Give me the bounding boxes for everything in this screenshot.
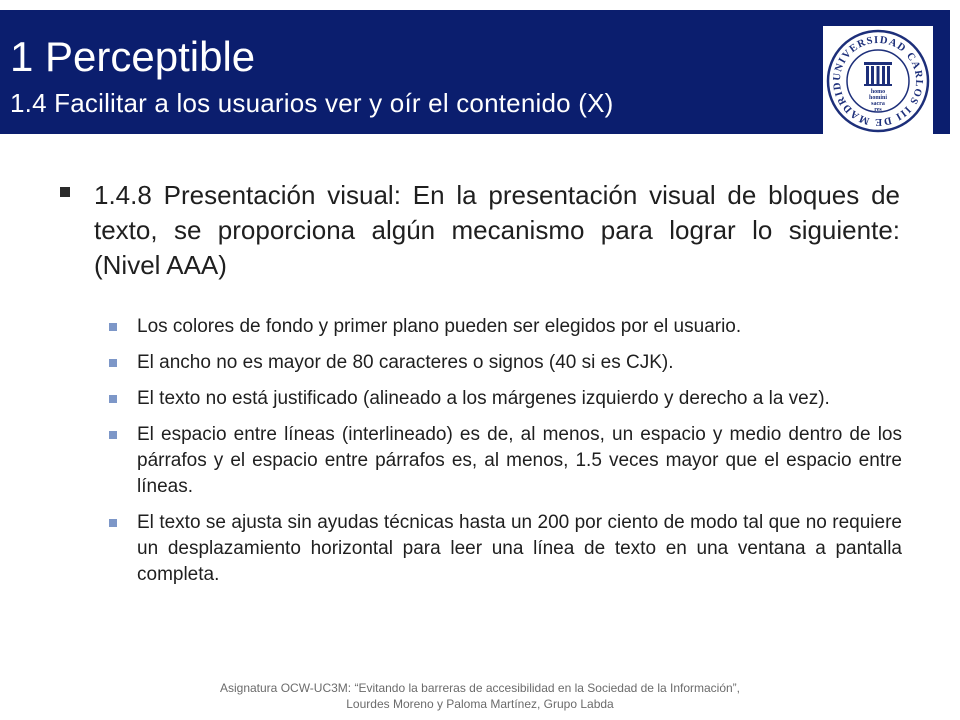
sub-bullet-item: [107, 510, 902, 588]
slide-subtitle: 1.4 Facilitar a los usuarios ver y oír el contenido (X): [10, 88, 614, 118]
square-bullet-icon: [109, 359, 117, 367]
footer-line-2: Lourdes Moreno y Paloma Martínez, Grupo Labda: [346, 697, 614, 711]
title-bar: [0, 10, 950, 134]
sub-bullet-text: El texto se ajusta sin ayudas técnicas hasta un 200 por ciento de modo tal que no requiere un desplazamiento horizontal para leer una línea de texto en una ventana a pantalla completa.: [137, 512, 902, 585]
main-bullet: [60, 178, 900, 283]
sub-bullet-item: [107, 386, 902, 412]
sub-bullet-item: [107, 350, 902, 376]
sub-bullet-text: El espacio entre líneas (interlineado) es de, al menos, un espacio y medio dentro de los párrafos y el espacio entre párrafos es, al menos, 1.5 veces mayor que el espacio entre líneas.: [137, 424, 902, 497]
sub-bullet-text: El texto no está justificado (alineado a los márgenes izquierdo y derecho a la vez).: [137, 388, 830, 409]
logo-inner-text-1: homo: [870, 89, 886, 95]
logo-inner-text-2: homini: [868, 95, 888, 101]
square-bullet-icon: [109, 323, 117, 331]
sub-bullet-list: [107, 314, 902, 598]
square-bullet-icon: [109, 519, 117, 527]
square-bullet-icon: [60, 187, 70, 197]
logo-inner-text-4: res: [874, 107, 882, 113]
square-bullet-icon: [109, 431, 117, 439]
sub-bullet-text: El ancho no es mayor de 80 caracteres o signos (40 si es CJK).: [137, 352, 674, 373]
logo-ring-text: UNIVERSIDAD CARLOS III DE MADRID: [831, 34, 925, 128]
slide-footer: [0, 680, 960, 712]
footer-line-1: Asignatura OCW-UC3M: “Evitando la barreras de accesibilidad en la Sociedad de la Información”,: [219, 681, 741, 695]
university-seal-icon: [823, 26, 933, 136]
main-bullet-text: 1.4.8 Presentación visual: En la presentación visual de bloques de texto, se proporciona algún mecanismo para lograr lo siguiente: (Nivel AAA): [94, 180, 900, 280]
sub-bullet-item: [107, 314, 902, 340]
square-bullet-icon: [109, 395, 117, 403]
slide-title: 1 Perceptible: [10, 33, 256, 80]
sub-bullet-item: [107, 422, 902, 500]
sub-bullet-text: Los colores de fondo y primer plano pueden ser elegidos por el usuario.: [137, 316, 742, 337]
logo-inner-text-3: sacra: [871, 101, 885, 107]
university-logo: [823, 26, 933, 136]
